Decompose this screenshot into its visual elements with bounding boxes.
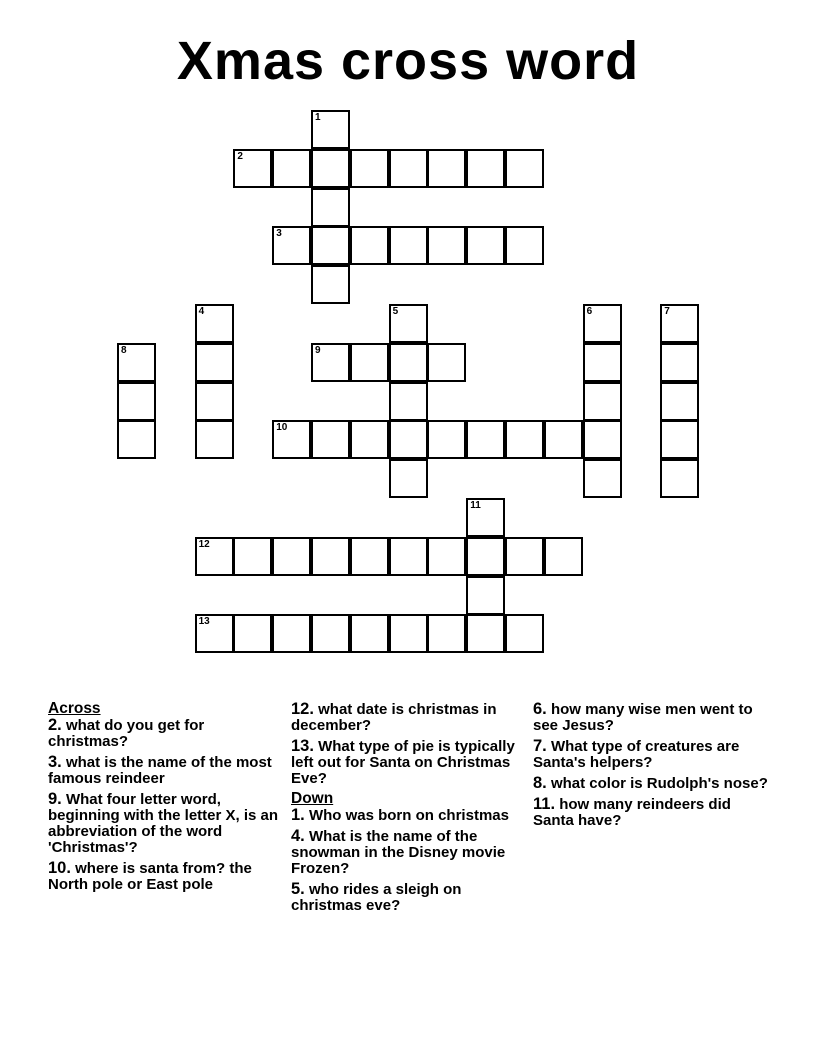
grid-cell[interactable] — [272, 614, 311, 653]
clue-across-2: 2. what do you get for christmas? — [48, 716, 205, 750]
clue-down-11: 11. how many reindeers did Santa have? — [533, 795, 731, 829]
clue-down-4: 4. What is the name of the snowman in the Disney movie Frozen? — [291, 827, 506, 877]
grid-cell[interactable] — [505, 226, 544, 265]
grid-cell[interactable] — [195, 343, 234, 382]
grid-cell[interactable] — [195, 382, 234, 421]
clue-column-1 — [48, 701, 288, 897]
grid-cell[interactable] — [350, 420, 389, 459]
grid-cell[interactable] — [660, 459, 699, 498]
grid-cell[interactable] — [311, 226, 350, 265]
grid-cell[interactable] — [466, 149, 505, 188]
grid-cell[interactable] — [505, 537, 544, 576]
grid-cell[interactable] — [389, 420, 428, 459]
grid-cell[interactable] — [389, 382, 428, 421]
grid-cell[interactable] — [427, 420, 466, 459]
grid-cell[interactable] — [233, 149, 272, 188]
grid-cell[interactable] — [195, 537, 234, 576]
grid-cell[interactable] — [544, 537, 583, 576]
grid-cell[interactable] — [389, 149, 428, 188]
clue-number: 9 — [315, 344, 321, 356]
grid-cell[interactable] — [117, 382, 156, 421]
grid-cell[interactable] — [389, 459, 428, 498]
clue-across-12: 12. what date is christmas in december? — [291, 700, 497, 734]
grid-cell[interactable] — [311, 614, 350, 653]
clue-number: 13 — [198, 616, 210, 628]
grid-cell[interactable] — [389, 343, 428, 382]
grid-cell[interactable] — [311, 537, 350, 576]
grid-cell[interactable] — [195, 420, 234, 459]
clue-number: 2 — [237, 150, 243, 162]
grid-cell[interactable] — [389, 304, 428, 343]
grid-cell[interactable] — [350, 149, 389, 188]
grid-cell[interactable] — [272, 226, 311, 265]
grid-cell[interactable] — [505, 420, 544, 459]
grid-cell[interactable] — [272, 149, 311, 188]
grid-cell[interactable] — [505, 614, 544, 653]
grid-cell[interactable] — [350, 343, 389, 382]
clue-number: 6 — [586, 306, 593, 317]
grid-cell[interactable] — [311, 420, 350, 459]
grid-cell[interactable] — [311, 188, 350, 227]
across-heading: Across — [48, 700, 101, 717]
grid-cell[interactable] — [583, 382, 622, 421]
grid-cell[interactable] — [272, 537, 311, 576]
grid-cell[interactable] — [427, 149, 466, 188]
clue-column-2 — [291, 701, 531, 918]
clue-down-6: 6. how many wise men went to see Jesus? — [533, 700, 753, 734]
grid-cell[interactable] — [427, 343, 466, 382]
grid-cell[interactable] — [466, 420, 505, 459]
grid-cell[interactable] — [233, 537, 272, 576]
clue-number: 12 — [198, 538, 210, 550]
grid-cell[interactable] — [427, 226, 466, 265]
grid-cell[interactable] — [389, 614, 428, 653]
grid-cell[interactable] — [272, 420, 311, 459]
grid-cell[interactable] — [389, 537, 428, 576]
grid-cell[interactable] — [583, 459, 622, 498]
grid-cell[interactable] — [350, 614, 389, 653]
grid-cell[interactable] — [583, 420, 622, 459]
grid-cell[interactable] — [389, 226, 428, 265]
clue-number: 8 — [121, 344, 127, 356]
grid-cell[interactable] — [466, 614, 505, 653]
grid-cell[interactable] — [350, 537, 389, 576]
clue-down-1: 1. Who was born on christmas — [291, 806, 509, 824]
clue-across-9: 9. What four letter word, beginning with the letter X, is an abbreviation of the word 'Christmas'? — [48, 790, 279, 856]
grid-cell[interactable] — [544, 420, 583, 459]
grid-cell[interactable] — [583, 304, 622, 343]
clue-down-5: 5. who rides a sleigh on christmas eve? — [291, 880, 462, 914]
grid-cell[interactable] — [427, 537, 466, 576]
clue-across-10: 10. where is santa from? the North pole or East pole — [48, 859, 252, 893]
grid-cell[interactable] — [505, 149, 544, 188]
grid-cell[interactable] — [466, 226, 505, 265]
grid-cell[interactable] — [466, 498, 505, 537]
clue-number: 10 — [276, 422, 288, 434]
grid-cell[interactable] — [660, 304, 699, 343]
clue-number: 3 — [276, 228, 282, 240]
grid-cell[interactable] — [117, 420, 156, 459]
grid-cell[interactable] — [117, 343, 156, 382]
clue-across-3: 3. what is the name of the most famous reindeer — [48, 753, 272, 787]
grid-cell[interactable] — [660, 420, 699, 459]
clue-number: 7 — [664, 306, 670, 317]
clue-column-3 — [533, 701, 773, 833]
grid-cell[interactable] — [311, 110, 350, 149]
clue-across-13: 13. What type of pie is typically left out for Santa on Christmas Eve? — [291, 737, 515, 787]
clue-number: 5 — [392, 306, 399, 317]
grid-cell[interactable] — [660, 382, 699, 421]
grid-cell[interactable] — [195, 304, 234, 343]
grid-cell[interactable] — [195, 614, 234, 653]
grid-cell[interactable] — [660, 343, 699, 382]
grid-cell[interactable] — [233, 614, 272, 653]
clue-number: 4 — [198, 306, 205, 317]
grid-cell[interactable] — [583, 343, 622, 382]
grid-cell[interactable] — [466, 576, 505, 615]
grid-cell[interactable] — [311, 343, 350, 382]
grid-cell[interactable] — [427, 614, 466, 653]
clue-number: 1 — [315, 112, 321, 123]
clue-number: 11 — [470, 500, 481, 511]
grid-cell[interactable] — [311, 265, 350, 304]
clue-down-7: 7. What type of creatures are Santa's helpers? — [533, 737, 740, 771]
grid-cell[interactable] — [350, 226, 389, 265]
clue-down-8: 8. what color is Rudolph's nose? — [533, 774, 768, 792]
grid-cell[interactable] — [466, 537, 505, 576]
page-title: Xmas cross word — [176, 31, 640, 91]
down-heading: Down — [291, 790, 334, 807]
grid-cell[interactable] — [311, 149, 350, 188]
